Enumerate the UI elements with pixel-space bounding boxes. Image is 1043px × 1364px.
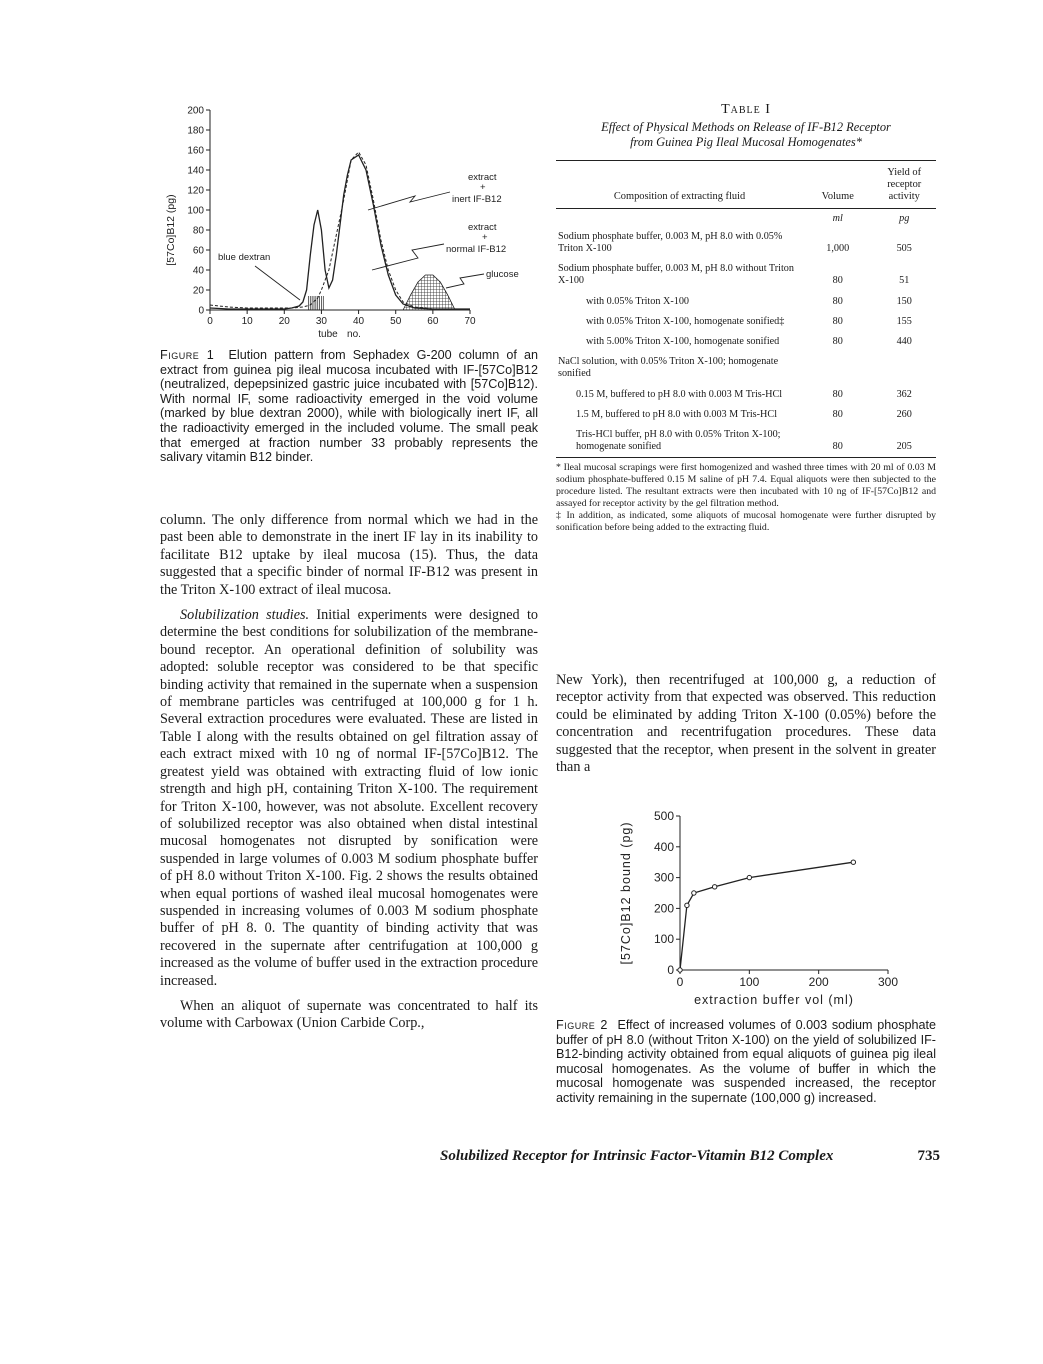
data-point (851, 860, 855, 864)
table-cell-composition: 0.15 M, buffered to pH 8.0 with 0.003 M Tris-HCl (576, 388, 783, 400)
table-cell-composition: with 0.05% Triton X-100, homogenate sonified‡ (586, 315, 785, 327)
table-cell-volume: 80 (832, 408, 843, 420)
x-tick-label: 300 (877, 975, 899, 989)
x-tick-label: 30 (315, 316, 327, 327)
table-cell-yield: 205 (896, 441, 912, 453)
table-header-composition: Composition of extracting fluid (613, 191, 746, 203)
table-cell-volume: 80 (832, 295, 843, 307)
table-row (556, 227, 936, 259)
figure-2-series (678, 860, 856, 972)
y-axis-label: [57Co]B12 (pg) (165, 194, 177, 266)
figure-1-caption-label: Figure 1 (160, 348, 215, 362)
table-cell-yield: 505 (896, 243, 912, 255)
page-footer (440, 1148, 940, 1165)
right-column-text (556, 672, 936, 776)
y-tick-label: 0 (198, 305, 204, 317)
y-tick-label: 80 (192, 225, 204, 237)
table-1 (556, 102, 936, 534)
x-axis-label-no: no. (347, 329, 361, 340)
y-tick-label: 160 (187, 145, 204, 157)
series-glucose-area (403, 275, 455, 310)
annotation-normal: normal IF-B12 (446, 244, 507, 255)
y-tick-label: 0 (667, 963, 674, 977)
table-row (556, 259, 936, 291)
figure-2-caption-label: Figure 2 (556, 1018, 608, 1032)
figure-1-chart (160, 100, 538, 340)
y-tick-label: 100 (653, 932, 674, 947)
x-tick-label: 20 (278, 316, 290, 327)
figure-1-caption (160, 348, 538, 465)
table-cell-yield: 51 (899, 275, 910, 287)
annotation-blue-dextran: blue dextran (218, 252, 271, 263)
table-bottom-rule (556, 457, 936, 458)
table-cell-yield: 362 (896, 388, 912, 400)
y-tick-label: 200 (187, 105, 204, 117)
table-row (556, 332, 936, 352)
table-row (556, 405, 936, 425)
table-footnote-1: * Ileal mucosal scrapings were first homogenized and washed three times with 20 ml of 0.03 M sodium phosphate-buffered 0.15 M saline of pH 7.4. Equal aliquots were then subjected to the procedure listed. The resultant extracts were then incubated with 10 ng of IF-[57Co]B12 and assayed for receptor activity by the gel filtration method. (556, 462, 936, 510)
table-row (556, 425, 936, 457)
table-body (556, 161, 936, 457)
page-number: 735 (917, 1148, 940, 1164)
y-tick-label: 120 (187, 185, 204, 197)
pointer-normal (372, 244, 444, 270)
x-axis-label-tube: tube (318, 329, 338, 340)
table-subtitle (556, 120, 936, 150)
y-axis-label: [57Co]B12 bound (pg) (619, 821, 633, 965)
x-tick-label: 70 (464, 316, 476, 327)
table-unit-volume: ml (832, 212, 843, 224)
y-tick-label: 200 (653, 901, 674, 916)
annotation-extract-2: extract (468, 222, 497, 233)
left-paragraph-1: column. The only difference from normal which we had in the past been able to demonstrate in the inert IF lay in its inability to facilitate B12 uptake by ileal mucosa (15). Thus, the data suggested that a specific binder of normal IF-B12 was present in the Triton X-100 extract of ileal mucosa. (160, 512, 538, 598)
table-cell-composition: Sodium phosphate buffer, 0.003 M, pH 8.0 with 0.05% Triton X-100 (558, 230, 783, 255)
annotation-glucose: glucose (486, 269, 519, 280)
y-tick-label: 100 (187, 205, 204, 217)
table-cell-composition: Tris-HCl buffer, pH 8.0 with 0.05% Triton X-100; homogenate sonified (576, 429, 781, 453)
table-header-volume: Volume (821, 191, 854, 203)
annotation-plus-1: + (480, 182, 486, 193)
left-paragraph-3: When an aliquot of supernate was concentrated to half its volume with Carbowax (Union Carbide Corp., (160, 997, 538, 1032)
table-cell-composition: Sodium phosphate buffer, 0.003 M, pH 8.0 without Triton X-100 (558, 263, 794, 287)
y-tick-label: 20 (192, 285, 204, 297)
figure-2-caption-text: Effect of increased volumes of 0.003 sodium phosphate buffer of pH 8.0 (without Triton X-100) on the yield of solubilized IF-B12-binding activity obtained from equal aliquots of guinea pig ileal mucosal homogenates. As the volume of buffer in which the mucosal homogenate was suspended increased, the receptor activity remaining in the supernate (100,000 g) increased. (556, 1018, 937, 1105)
table-header-row (556, 161, 936, 208)
section-heading-solubilization: Solubilization studies. (180, 607, 310, 624)
table-cell-volume: 80 (832, 388, 843, 400)
data-point (678, 968, 682, 972)
x-tick-label: 0 (676, 975, 684, 989)
x-tick-label: 50 (390, 316, 402, 327)
y-tick-label: 40 (192, 265, 204, 277)
x-axis-label: extraction buffer vol (ml) (694, 993, 854, 1007)
table-unit-composition (556, 208, 803, 227)
y-tick-label: 140 (187, 165, 204, 177)
pointer-glucose (446, 274, 484, 288)
annotation-extract-1: extract (468, 172, 497, 183)
data-point (712, 885, 716, 889)
figure-2-caption (556, 1018, 936, 1106)
table-cell-volume: 80 (832, 441, 843, 453)
annotation-inert: inert IF-B12 (452, 194, 502, 205)
table-cell-volume: 80 (832, 336, 843, 348)
table-cell-yield: 155 (896, 315, 912, 327)
table-cell-yield: 260 (896, 408, 912, 420)
table-footnote-2: ‡ In addition, as indicated, some aliquots of mucosal homogenate were further disrupted by sonification before being added to the extracting fluid. (556, 510, 936, 534)
figure-1-annotations (218, 172, 519, 300)
table-cell-composition: with 0.05% Triton X-100 (586, 295, 690, 307)
figure-2-chart (596, 800, 936, 1020)
y-tick-label: 300 (653, 870, 674, 885)
table-cell-yield (872, 352, 936, 384)
table-cell-yield: 150 (896, 295, 912, 307)
table-row (556, 385, 936, 405)
table-row (556, 352, 936, 384)
table-cell-volume: 1,000 (826, 243, 850, 255)
table-cell-composition: NaCl solution, with 0.05% Triton X-100; homogenate sonified (558, 356, 779, 380)
x-tick-label: 200 (808, 975, 829, 989)
figure-2-axes (619, 809, 898, 1007)
table-cell-volume: 80 (832, 275, 843, 287)
left-column-text (160, 512, 538, 1033)
data-point (747, 875, 751, 879)
table-unit-yield: pg (899, 212, 910, 224)
y-tick-label: 60 (192, 245, 204, 257)
y-tick-label: 400 (653, 839, 674, 854)
left-paragraph-2 (160, 607, 538, 990)
table-cell-composition: 1.5 M, buffered to pH 8.0 with 0.003 M Tris-HCl (576, 408, 778, 420)
data-point (685, 903, 689, 907)
right-paragraph-1: New York), then recentrifuged at 100,000 g, a reduction of receptor activity from that expected was observed. This reduction could be eliminated by adding Triton X-100 (0.05%) before the concentration and recentrifugation procedures. These data suggested that the receptor, when present in the solvent in greater than a (556, 672, 936, 776)
figure-1-caption-text: Elution pattern from Sephadex G-200 column of an extract from guinea pig ileal mucosa incubated with IF-[57Co]B12 (neutralized, depepsinized gastric juice incubated with [57Co]B12). With normal IF, some radioactivity emerged in the void volume (marked by blue dextran 2000), while with biologically inert IF, all the radioactivity emerged in the included volume. The small peak that emerged at fraction number 33 probably represents the salivary vitamin B12 binder. (160, 348, 539, 465)
table-cell-yield: 440 (896, 336, 912, 348)
table-title: Table I (721, 102, 771, 117)
figure-1-series (210, 152, 470, 310)
x-tick-label: 100 (739, 975, 760, 989)
table-cell-composition: with 5.00% Triton X-100, homogenate sonified (586, 336, 780, 348)
y-tick-label: 500 (653, 809, 674, 823)
table-subtitle-line-2: from Guinea Pig Ileal Mucosal Homogenates* (630, 135, 862, 149)
x-tick-label: 60 (427, 316, 439, 327)
table-cell-volume (803, 352, 872, 384)
table-units-row (556, 208, 936, 227)
x-tick-label: 0 (207, 316, 213, 327)
y-tick-label: 180 (187, 125, 204, 137)
table-cell-volume: 80 (832, 315, 843, 327)
pointer-blue-dextran (255, 266, 300, 300)
running-title: Solubilized Receptor for Intrinsic Factor-Vitamin B12 Complex (440, 1148, 834, 1164)
table-subtitle-line-1: Effect of Physical Methods on Release of IF-B12 Receptor (601, 120, 891, 134)
left-paragraph-2-body: Initial experiments were designed to determine the best conditions for solubilization of the membrane-bound receptor. An operational definition of solubility was adopted: soluble receptor was considered to be that specific binding activity that remained in the supernate when a suspension of membrane particles was centrifuged at 100,000 g for 1 h. Several extraction procedures were evaluated. These are listed in Table I along with the results obtained on gel filtration assay of each extract mixed with 10 ng of normal IF-[57Co]B12. The greatest yield was obtained with extracting fluid of low ionic strength and high pH, containing Triton X-100. The requirement for Triton X-100, however, was not absolute. Excellent recovery of solubilized receptor was also obtained when distal intestinal mucosal homogenates not disrupted by sonification were suspended in large volumes of 0.003 M sodium phosphate buffer of pH 8.0 without Triton X-100. Fig. 2 shows the results obtained when equal portions of washed ileal mucosal homogenates were suspended in increasing volumes of 0.003 M sodium phosphate buffer of pH 8. 0. The quantity of binding activity that was recovered in the supernate after centrifugation at 100,000 g increased as the volume of buffer used in the extraction procedure increased. (160, 607, 538, 989)
annotation-plus-2: + (482, 232, 488, 243)
series-line (680, 862, 853, 970)
table-footnotes (556, 462, 936, 534)
table-row (556, 312, 936, 332)
table-header-yield: Yield of receptor activity (887, 167, 922, 203)
x-tick-label: 40 (353, 316, 365, 327)
table-row (556, 292, 936, 312)
x-tick-label: 10 (241, 316, 253, 327)
pointer-inert (368, 192, 450, 210)
data-point (692, 891, 696, 895)
